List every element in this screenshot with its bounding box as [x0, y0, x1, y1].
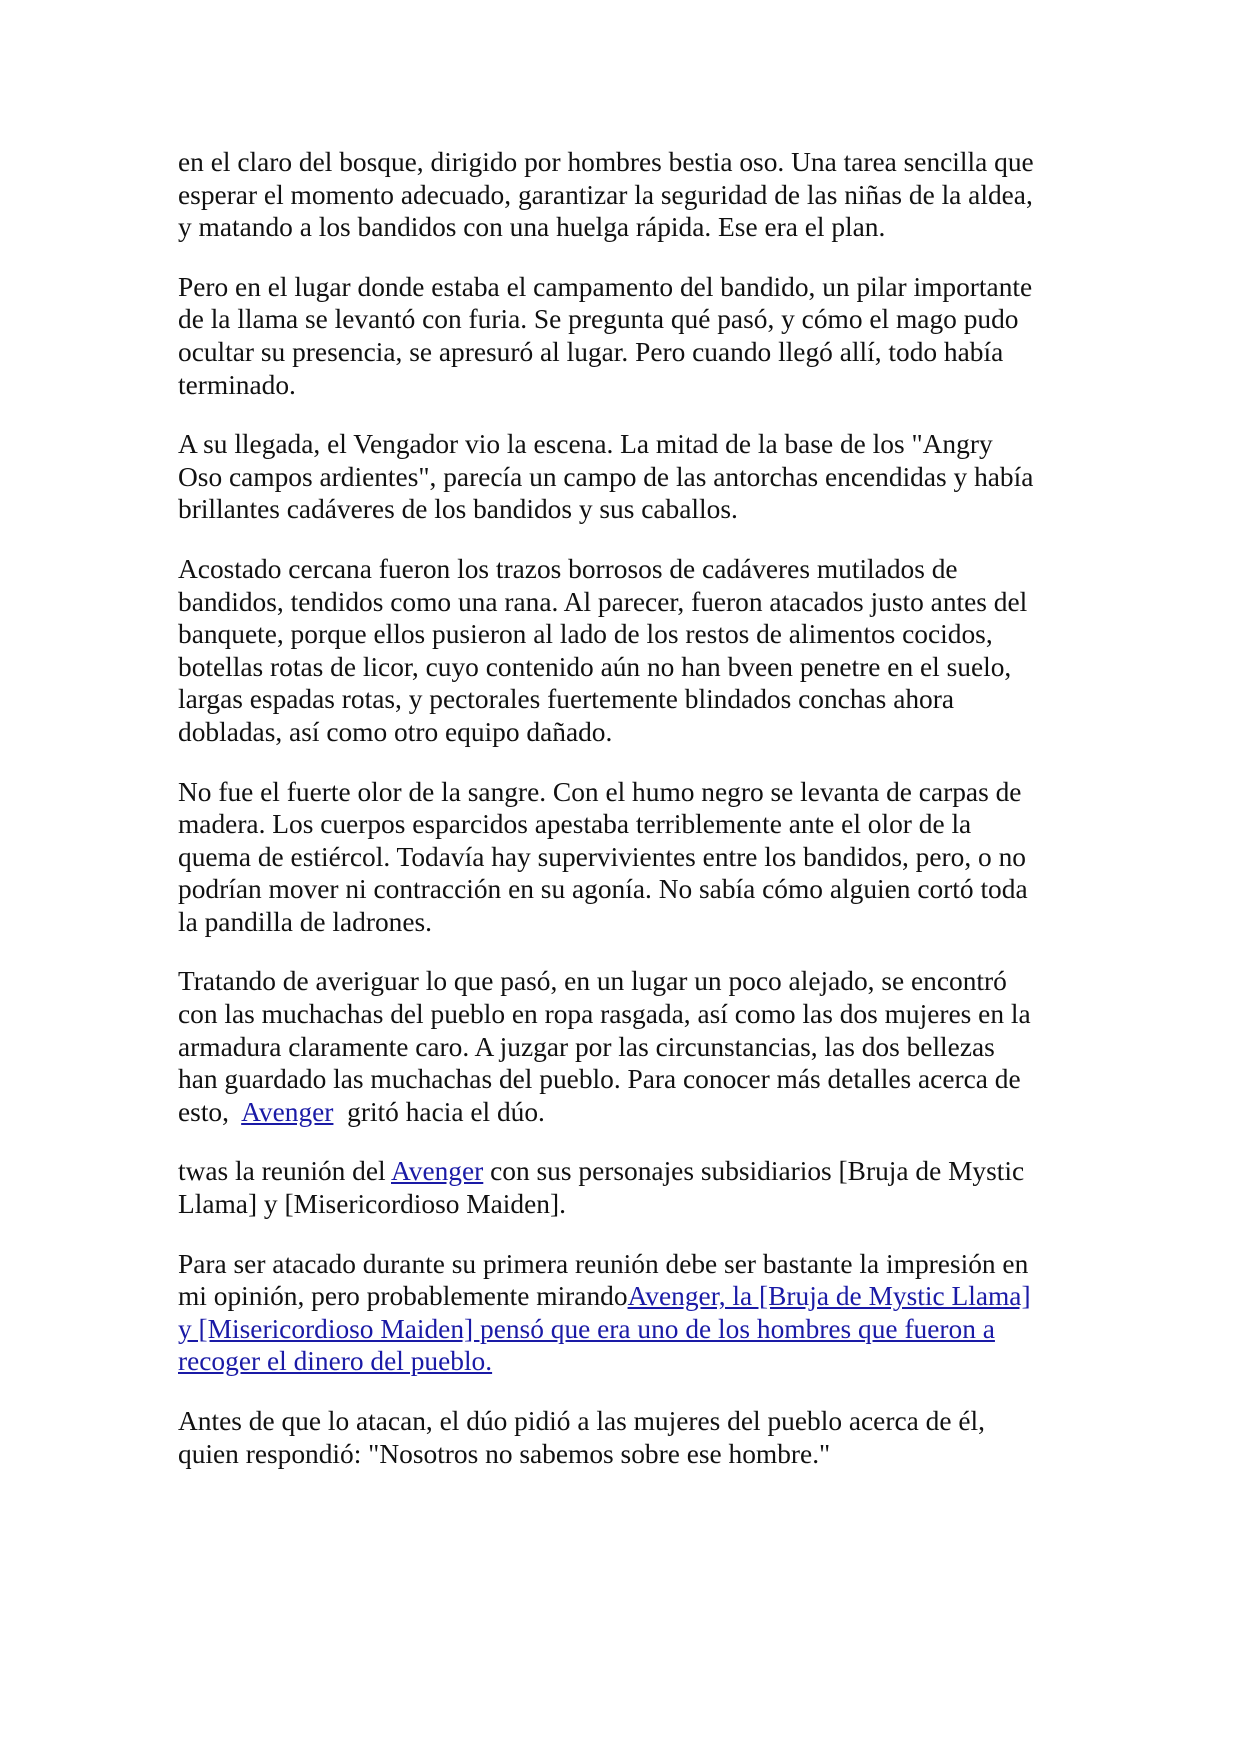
text-line: Oso campos ardientes", parecía un campo de las antorchas encendidas y había [178, 461, 1034, 492]
paragraph-1 [178, 146, 1068, 244]
text-line: ocultar su presencia, se apresuró al lugar. Pero cuando llegó allí, todo había [178, 336, 1004, 367]
avenger-description-link[interactable]: y [Misericordioso Maiden] pensó que era uno de los hombres que fueron a [178, 1313, 995, 1344]
text-line: Antes de que lo atacan, el dúo pidió a las mujeres del pueblo acerca de él, [178, 1406, 985, 1436]
paragraph-3 [178, 428, 1068, 526]
text-line: A su llegada, el Vengador vio la escena. La mitad de la base de los "Angry [178, 429, 993, 460]
text-line: banquete, porque ellos pusieron al lado de los restos de alimentos cocidos, [178, 619, 993, 650]
text-line: brillantes cadáveres de los bandidos y sus caballos. [178, 494, 738, 525]
paragraph-7 [178, 1155, 1068, 1220]
text-line [178, 1345, 1068, 1378]
text-segment: con sus personajes subsidiarios [Bruja de Mystic [483, 1156, 1025, 1187]
text-line: armadura claramente caro. A juzgar por las circunstancias, las dos bellezas [178, 1031, 995, 1062]
text-line: No fue el fuerte olor de la sangre. Con el humo negro se levanta de carpas de [178, 776, 1022, 807]
paragraph-6 [178, 965, 1068, 1128]
paragraph-8 [178, 1248, 1068, 1378]
text-line: bandidos, tendidos como una rana. Al parecer, fueron atacados justo antes del [178, 586, 1028, 617]
paragraph-5 [178, 776, 1068, 939]
text-line: largas espadas rotas, y pectorales fuertemente blindados conchas ahora [178, 684, 955, 715]
text-line: en el claro del bosque, dirigido por hombres bestia oso. Una tarea sencilla que [178, 147, 1034, 177]
paragraph-4 [178, 553, 1068, 749]
text-segment: esto, [178, 1096, 242, 1127]
text-segment: mi opinión, pero probablemente mirando [178, 1281, 628, 1312]
text-line: botellas rotas de licor, cuyo contenido aún no han bveen penetre en el suelo, [178, 651, 1012, 682]
text-line: terminado. [178, 369, 296, 400]
text-line: de la llama se levantó con furia. Se pregunta qué pasó, y cómo el mago pudo [178, 304, 1019, 335]
text-segment: twas la reunión del [178, 1156, 391, 1187]
text-line: Para ser atacado durante su primera reunión debe ser bastante la impresión en [178, 1248, 1029, 1279]
text-line: dobladas, así como otro equipo dañado. [178, 716, 613, 747]
text-line [178, 1155, 1068, 1188]
text-line: con las muchachas del pueblo en ropa rasgada, así como las dos mujeres en la [178, 999, 1031, 1030]
text-segment: gritó hacia el dúo. [333, 1096, 545, 1127]
text-line: la pandilla de ladrones. [178, 906, 433, 937]
avenger-link[interactable]: Avenger [391, 1156, 484, 1187]
text-line [178, 1096, 1068, 1129]
paragraph-2 [178, 271, 1068, 401]
avenger-link[interactable]: Avenger [241, 1096, 334, 1127]
text-line: y matando a los bandidos con una huelga rápida. Ese era el plan. [178, 212, 886, 243]
text-line: quema de estiércol. Todavía hay supervivientes entre los bandidos, pero, o no [178, 841, 1026, 872]
text-line: podrían mover ni contracción en su agonía. No sabía cómo alguien cortó toda [178, 874, 1028, 905]
text-line: Llama] y [Misericordioso Maiden]. [178, 1189, 566, 1220]
text-line: Tratando de averiguar lo que pasó, en un lugar un poco alejado, se encontró [178, 966, 1007, 997]
text-line: han guardado las muchachas del pueblo. Para conocer más detalles acerca de [178, 1064, 1021, 1095]
text-line: Acostado cercana fueron los trazos borrosos de cadáveres mutilados de [178, 553, 958, 584]
document-body [178, 146, 1068, 1497]
paragraph-9 [178, 1405, 1068, 1470]
avenger-description-link[interactable]: Avenger, la [Bruja de Mystic Llama] [627, 1281, 1031, 1312]
text-line [178, 1313, 1068, 1346]
text-line: madera. Los cuerpos esparcidos apestaba terriblemente ante el olor de la [178, 809, 972, 840]
avenger-description-link[interactable]: recoger el dinero del pueblo. [178, 1346, 493, 1377]
text-line [178, 1280, 1068, 1313]
text-line: Pero en el lugar donde estaba el campamento del bandido, un pilar importante [178, 271, 1033, 302]
text-line: esperar el momento adecuado, garantizar la seguridad de las niñas de la aldea, [178, 179, 1033, 210]
text-line: quien respondió: "Nosotros no sabemos sobre ese hombre." [178, 1438, 831, 1469]
